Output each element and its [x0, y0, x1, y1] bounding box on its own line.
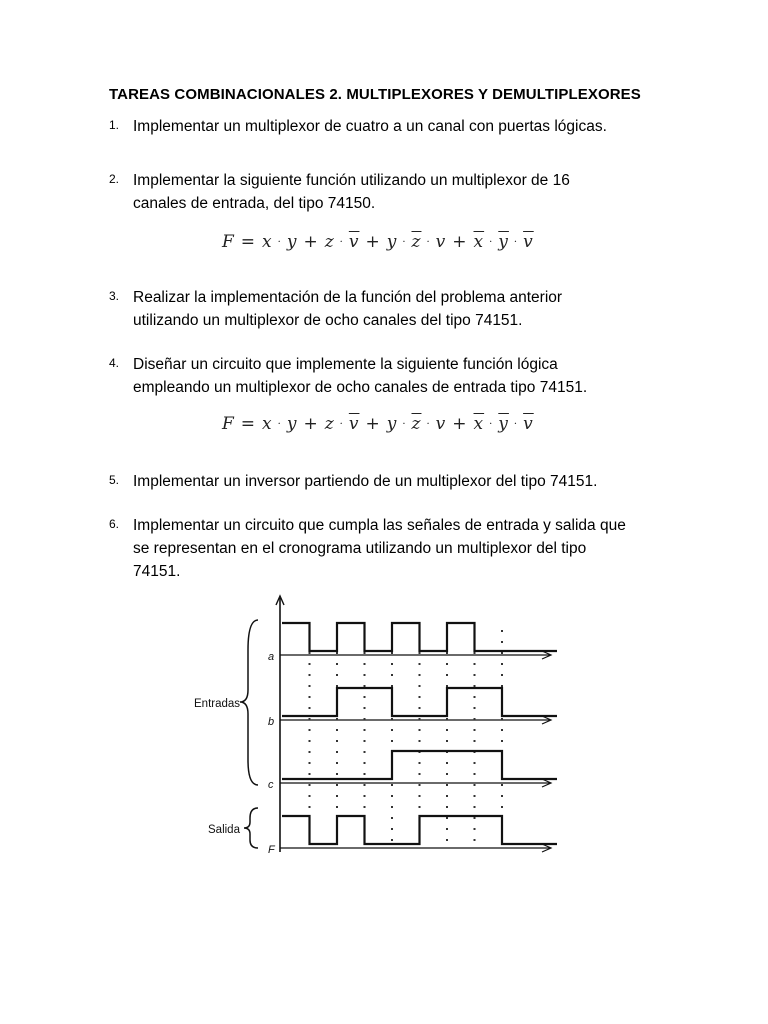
task-number: 6. — [109, 517, 120, 531]
task-text: Implementar un multiplexor de cuatro a un canal con puertas lógicas. — [133, 118, 607, 135]
task-number: 5. — [109, 473, 120, 487]
task-number: 3. — [109, 289, 120, 303]
output-label: Salida — [208, 824, 240, 836]
formula-term: $\overline{v}$ — [523, 414, 534, 434]
formula-plus: + — [303, 232, 319, 252]
signal-label-c: c — [268, 779, 274, 791]
task-text: canales de entrada, del tipo 74150. — [133, 195, 376, 212]
task-text: 74151. — [133, 563, 181, 580]
formula-term: x — [262, 232, 273, 252]
formula-term: v — [435, 232, 447, 252]
inputs-label: Entradas — [194, 698, 241, 710]
formula-term: $\overline{x}$ — [473, 232, 485, 252]
task-text: Implementar un circuito que cumpla las señales de entrada y salida que — [133, 517, 626, 534]
formula-term: y — [386, 232, 398, 252]
task-text: se representan en el cronograma utilizando un multiplexor del tipo — [133, 540, 587, 557]
document-title: TAREAS COMBINACIONALES 2. MULTIPLEXORES Y DEMULTIPLEXORES — [109, 86, 641, 103]
chronogram — [190, 590, 560, 865]
formula-term: v — [435, 414, 447, 434]
formula-term: y — [286, 232, 298, 252]
formula-1: F = x · y + z · $\overline{v}$ + y · $\overline{z}$ · v + $\overline{x}$ · $\overline{y}$ · $\overline{v}$ — [222, 232, 534, 252]
formula-2: F = x · y + z · $\overline{v}$ + y · $\overline{z}$ · v + $\overline{x}$ · $\overline{y}$ · $\overline{v}$ — [222, 414, 534, 434]
formula-plus: + — [452, 414, 468, 434]
formula-term: z — [324, 414, 335, 434]
formula-term: $\overline{z}$ — [411, 414, 422, 434]
formula-equals: = — [240, 232, 257, 252]
formula-term: $\overline{y}$ — [498, 232, 509, 252]
output-brace — [244, 808, 258, 848]
formula-term: $\overline{z}$ — [411, 232, 422, 252]
formula-term: $\overline{v}$ — [348, 414, 360, 434]
task-text: Realizar la implementación de la función del problema anterior — [133, 289, 563, 306]
task-text: empleando un multiplexor de ocho canales de entrada tipo 74151. — [133, 379, 588, 396]
waveform-a — [282, 623, 557, 651]
formula-plus: + — [365, 232, 381, 252]
task-text: Implementar un inversor partiendo de un multiplexor del tipo 74151. — [133, 473, 598, 490]
formula-term: $\overline{y}$ — [498, 414, 509, 434]
signal-label-F: F — [268, 844, 275, 856]
task-number: 2. — [109, 172, 120, 186]
formula-equals: = — [240, 414, 257, 434]
task-text: utilizando un multiplexor de ocho canales del tipo 74151. — [133, 312, 523, 329]
inputs-brace — [240, 620, 258, 785]
formula-term: $\overline{x}$ — [473, 414, 485, 434]
formula-term: z — [324, 232, 335, 252]
task-number: 1. — [109, 118, 120, 132]
formula-plus: + — [365, 414, 381, 434]
signal-label-a: a — [268, 651, 275, 663]
waveform-F — [282, 816, 557, 844]
formula-lhs: F — [222, 232, 235, 252]
signal-label-b: b — [268, 716, 275, 728]
task-number: 4. — [109, 356, 120, 370]
formula-term: x — [262, 414, 273, 434]
formula-term: $\overline{v}$ — [523, 232, 534, 252]
formula-term: y — [286, 414, 298, 434]
formula-plus: + — [303, 414, 319, 434]
formula-term: y — [386, 414, 398, 434]
waveform-b — [282, 688, 557, 716]
formula-lhs: F — [222, 414, 235, 434]
task-text: Implementar la siguiente función utilizando un multiplexor de 16 — [133, 172, 570, 189]
task-text: Diseñar un circuito que implemente la siguiente función lógica — [133, 356, 558, 373]
formula-term: $\overline{v}$ — [348, 232, 360, 252]
formula-plus: + — [452, 232, 468, 252]
